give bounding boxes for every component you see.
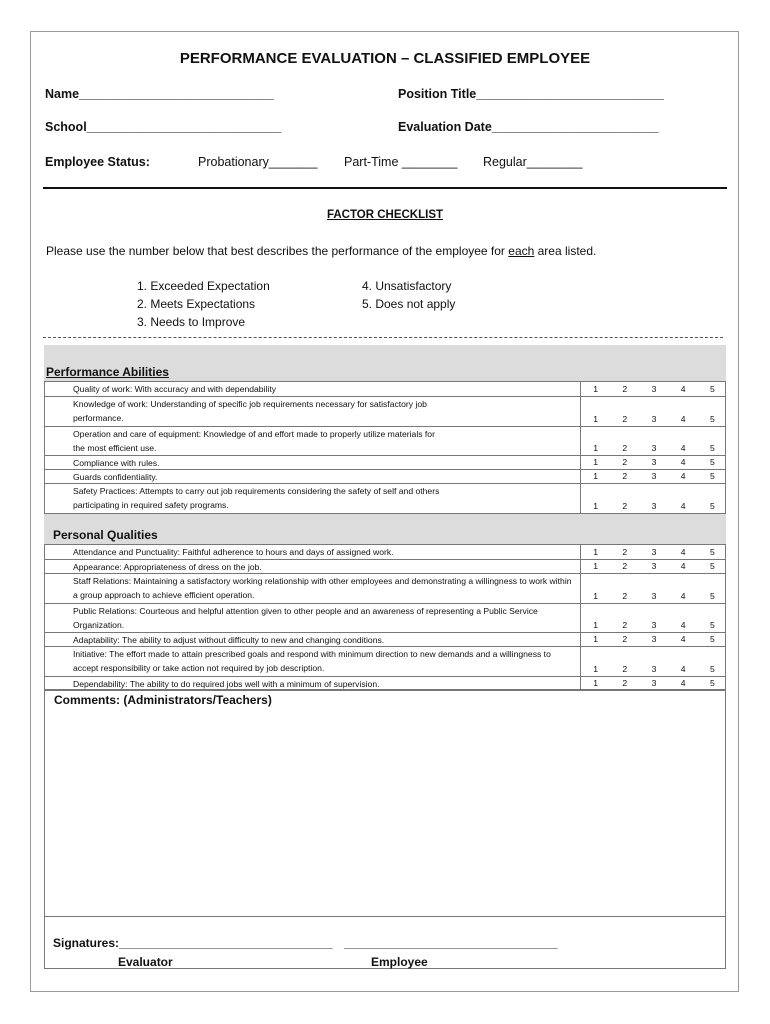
header-divider: [43, 187, 727, 189]
rating-2[interactable]: 2: [622, 634, 628, 644]
rating-3[interactable]: 3: [651, 620, 657, 630]
rating-4[interactable]: 4: [680, 561, 686, 571]
factor-description: Guards confidentiality.: [73, 472, 158, 482]
rating-2[interactable]: 2: [622, 443, 628, 453]
rating-scale: [581, 499, 727, 513]
personal-section-header: [44, 514, 726, 544]
rating-3[interactable]: 3: [651, 547, 657, 557]
rating-1[interactable]: 1: [593, 547, 598, 557]
rating-5[interactable]: 5: [709, 501, 715, 511]
table-row: [44, 456, 726, 470]
rating-scale: [581, 382, 727, 396]
rating-scale: [581, 662, 727, 676]
dashed-divider: [43, 337, 723, 338]
rating-scale: [581, 589, 727, 603]
rating-3[interactable]: 3: [651, 443, 657, 453]
personal-table: [44, 544, 726, 691]
rating-3[interactable]: 3: [651, 678, 657, 688]
performance-section-title: Performance Abilities: [46, 365, 169, 379]
factor-description: Knowledge of work: Understanding of specific job requirements necessary for satisfactory job performance.: [73, 399, 427, 423]
legend-item-2: 2. Meets Expectations: [137, 297, 256, 311]
rating-scale: [581, 676, 727, 690]
factor-description: Public Relations: Courteous and helpful attention given to other people and an awareness of representing a Public Service Organization.: [73, 606, 538, 630]
table-row: [44, 427, 726, 456]
comments-box[interactable]: [44, 689, 726, 917]
rating-scale: [581, 559, 727, 573]
rating-scale: [581, 632, 727, 646]
rating-1[interactable]: 1: [593, 664, 598, 674]
rating-3[interactable]: 3: [651, 414, 657, 424]
performance-table: [44, 381, 726, 514]
rating-1[interactable]: 1: [593, 457, 598, 467]
rating-1[interactable]: 1: [593, 678, 598, 688]
factor-description: Dependability: The ability to do required jobs well with a minimum of supervision.: [73, 679, 380, 689]
rating-2[interactable]: 2: [622, 457, 628, 467]
factor-description: Staff Relations: Maintaining a satisfactory working relationship with other employees and demonstrating a willingness to work within a group approach to achieve efficient operation.: [73, 576, 572, 600]
employee-label: Employee: [371, 955, 428, 969]
factor-description: Initiative: The effort made to attain prescribed goals and respond with minimum direction to new demands and a willingness to accept responsibility or take action not required by job description.: [73, 649, 551, 673]
rating-5[interactable]: 5: [709, 414, 715, 424]
table-row: [44, 560, 726, 574]
instructions: Please use the number below that best describes the performance of the employee for each area listed.: [46, 244, 597, 258]
rating-4[interactable]: 4: [680, 501, 686, 511]
rating-5[interactable]: 5: [709, 678, 715, 688]
rating-1[interactable]: 1: [593, 443, 598, 453]
factor-description: Quality of work: With accuracy and with dependability: [73, 384, 277, 394]
rating-3[interactable]: 3: [651, 384, 657, 394]
rating-5[interactable]: 5: [709, 561, 715, 571]
rating-4[interactable]: 4: [680, 664, 686, 674]
rating-2[interactable]: 2: [622, 664, 628, 674]
comments-label: Comments: (Administrators/Teachers): [54, 693, 272, 707]
table-row: [44, 382, 726, 397]
table-row: [44, 574, 726, 604]
table-row: [44, 470, 726, 484]
rating-4[interactable]: 4: [680, 471, 686, 481]
position-title-field[interactable]: Position Title___________________________: [398, 87, 664, 101]
rating-2[interactable]: 2: [622, 384, 628, 394]
rating-4[interactable]: 4: [680, 591, 686, 601]
rating-1[interactable]: 1: [593, 501, 598, 511]
legend-item-5: 5. Does not apply: [362, 297, 456, 311]
rating-5[interactable]: 5: [709, 620, 715, 630]
rating-2[interactable]: 2: [622, 414, 628, 424]
employee-signature-line[interactable]: ________________________________: [344, 936, 558, 950]
rating-3[interactable]: 3: [651, 634, 657, 644]
rating-1[interactable]: 1: [593, 414, 598, 424]
rating-3[interactable]: 3: [651, 561, 657, 571]
rating-4[interactable]: 4: [680, 443, 686, 453]
employee-status-label: Employee Status:: [45, 155, 150, 169]
status-probationary[interactable]: Probationary_______: [198, 155, 318, 169]
rating-4[interactable]: 4: [680, 620, 686, 630]
factor-checklist-title: FACTOR CHECKLIST: [326, 209, 444, 221]
rating-5[interactable]: 5: [709, 547, 715, 557]
rating-2[interactable]: 2: [622, 591, 628, 601]
rating-5[interactable]: 5: [709, 634, 715, 644]
evaluator-label: Evaluator: [118, 955, 173, 969]
rating-3[interactable]: 3: [651, 501, 657, 511]
table-row: [44, 484, 726, 514]
rating-5[interactable]: 5: [709, 443, 715, 453]
rating-4[interactable]: 4: [680, 384, 686, 394]
rating-3[interactable]: 3: [651, 664, 657, 674]
school-field[interactable]: School____________________________: [45, 120, 282, 134]
evaluation-date-field[interactable]: Evaluation Date________________________: [398, 120, 659, 134]
form-title: PERFORMANCE EVALUATION – CLASSIFIED EMPLOYEE: [179, 50, 591, 67]
rating-2[interactable]: 2: [622, 547, 628, 557]
table-row: [44, 633, 726, 647]
table-row: [44, 647, 726, 677]
status-parttime[interactable]: Part-Time ________: [344, 155, 458, 169]
rating-5[interactable]: 5: [709, 457, 715, 467]
rating-2[interactable]: 2: [622, 620, 628, 630]
rating-5[interactable]: 5: [709, 471, 715, 481]
rating-4[interactable]: 4: [680, 678, 686, 688]
name-field[interactable]: Name____________________________: [45, 87, 274, 101]
factor-description: Safety Practices: Attempts to carry out job requirements considering the safety of self and others participating in required safety programs.: [73, 486, 440, 510]
rating-1[interactable]: 1: [593, 384, 598, 394]
rating-4[interactable]: 4: [680, 547, 686, 557]
evaluator-signature-line[interactable]: Signatures:________________________________: [53, 936, 333, 950]
rating-1[interactable]: 1: [593, 591, 598, 601]
rating-scale: [581, 545, 727, 559]
rating-4[interactable]: 4: [680, 457, 686, 467]
rating-5[interactable]: 5: [709, 384, 715, 394]
rating-scale: [581, 469, 727, 483]
rating-4[interactable]: 4: [680, 414, 686, 424]
rating-1[interactable]: 1: [593, 561, 598, 571]
performance-section-header: [44, 345, 726, 381]
rating-3[interactable]: 3: [651, 591, 657, 601]
factor-description: Appearance: Appropriateness of dress on the job.: [73, 562, 262, 572]
rating-scale: [581, 618, 727, 632]
rating-2[interactable]: 2: [622, 471, 628, 481]
rating-2[interactable]: 2: [622, 678, 628, 688]
personal-section-title: Personal Qualities: [53, 528, 158, 542]
rating-5[interactable]: 5: [709, 591, 715, 601]
legend-item-1: 1. Exceeded Expectation: [137, 279, 270, 293]
rating-3[interactable]: 3: [651, 457, 657, 467]
rating-scale: [581, 455, 727, 469]
rating-2[interactable]: 2: [622, 561, 628, 571]
factor-description: Operation and care of equipment: Knowledge of and effort made to properly utilize materials for the most efficient use.: [73, 429, 435, 453]
table-row: [44, 545, 726, 560]
legend-item-3: 3. Needs to Improve: [137, 315, 246, 329]
rating-5[interactable]: 5: [709, 664, 715, 674]
status-regular[interactable]: Regular________: [483, 155, 583, 169]
table-row: [44, 604, 726, 633]
rating-2[interactable]: 2: [622, 501, 628, 511]
rating-scale: [581, 441, 727, 455]
table-row: [44, 397, 726, 427]
rating-1[interactable]: 1: [593, 620, 598, 630]
rating-1[interactable]: 1: [593, 471, 598, 481]
rating-scale: [581, 412, 727, 426]
factor-description: Compliance with rules.: [73, 458, 160, 468]
factor-description: Adaptability: The ability to adjust without difficulty to new and changing conditions.: [73, 635, 385, 645]
rating-3[interactable]: 3: [651, 471, 657, 481]
factor-description: Attendance and Punctuality: Faithful adherence to hours and days of assigned work.: [73, 547, 394, 557]
rating-4[interactable]: 4: [680, 634, 686, 644]
rating-1[interactable]: 1: [593, 634, 598, 644]
legend-item-4: 4. Unsatisfactory: [362, 279, 452, 293]
